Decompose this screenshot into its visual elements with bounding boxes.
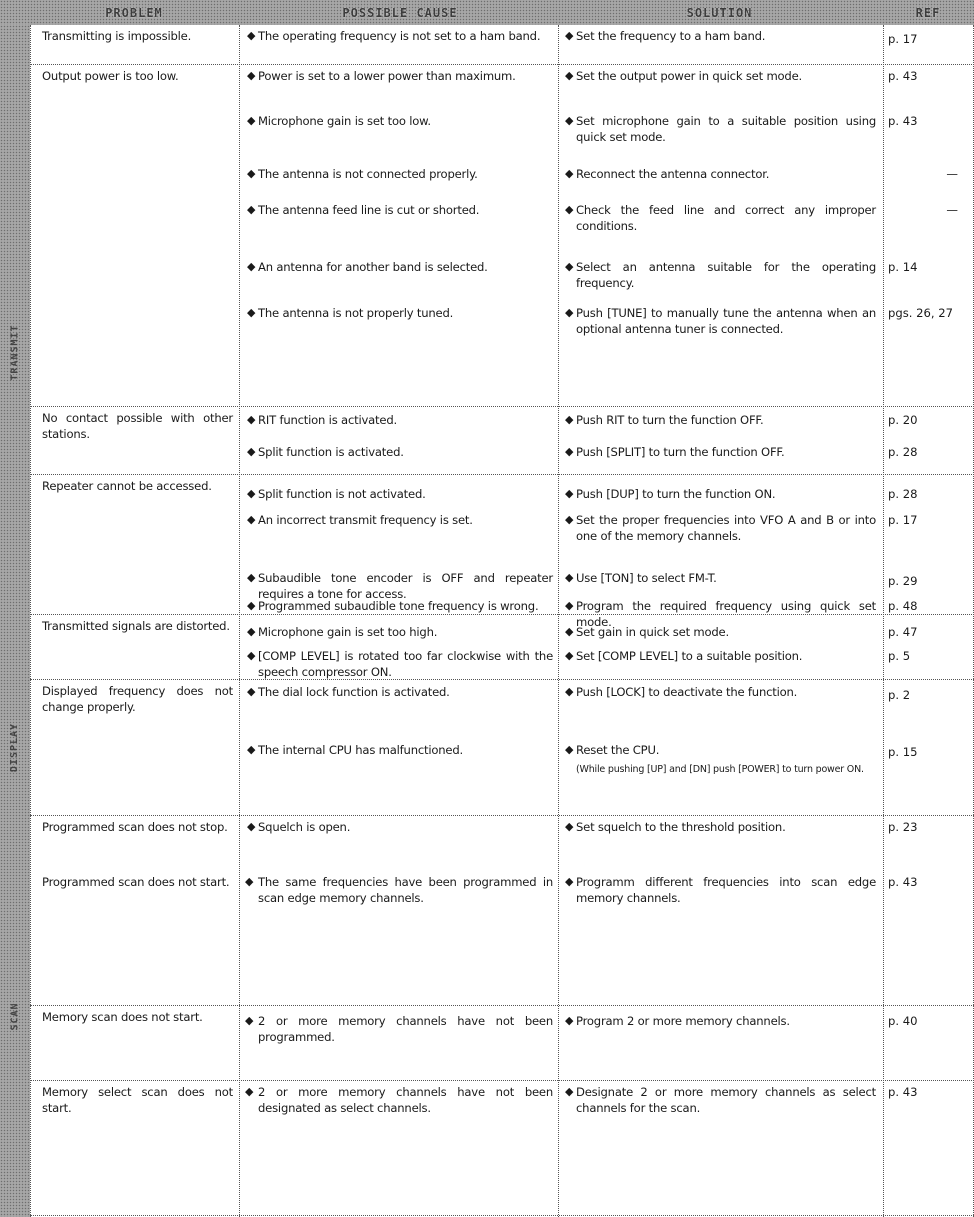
problem-text: No contact possible with other stations. (42, 411, 233, 441)
ref-text: p. 20 (888, 413, 918, 427)
cause-text: The same frequencies have been programmed in scan edge memory channels. (258, 875, 553, 905)
solution-text: Program the required frequency using quick set mode. (576, 599, 876, 629)
solution-note: (While pushing [UP] and [DN] push [POWER] to turn power ON. (576, 764, 864, 775)
solution-text: Select an antenna suitable for the operating frequency. (576, 260, 876, 290)
header-possible-cause: POSSIBLE CAUSE (342, 5, 458, 20)
row-divider (30, 64, 974, 65)
cause-text: The operating frequency is not set to a ham band. (258, 29, 541, 43)
problem-text: Transmitting is impossible. (42, 29, 192, 43)
ref-text: — (946, 203, 958, 217)
solution-text: Reset the CPU. (576, 743, 660, 757)
problem-text: Transmitted signals are distorted. (42, 619, 230, 633)
row-divider (30, 1215, 974, 1216)
ref-text: p. 29 (888, 574, 918, 588)
ref-text: p. 28 (888, 445, 918, 459)
table-header (0, 0, 974, 25)
cause-text: 2 or more memory channels have not been programmed. (258, 1014, 553, 1044)
cause-text: An incorrect transmit frequency is set. (258, 513, 473, 527)
solution-text: Push RIT to turn the function OFF. (576, 413, 764, 427)
header-problem: PROBLEM (105, 5, 163, 20)
solution-text: Push [TUNE] to manually tune the antenna when an optional antenna tuner is connected. (576, 306, 876, 336)
ref-text: p. 48 (888, 599, 918, 613)
header-ref: REF (915, 5, 941, 20)
solution-text: Check the feed line and correct any improper conditions. (576, 203, 876, 233)
cause-text: The antenna is not properly tuned. (258, 306, 454, 320)
cause-text: The dial lock function is activated. (258, 685, 450, 699)
solution-text: Set gain in quick set mode. (576, 625, 729, 639)
ref-text: p. 2 (888, 688, 911, 702)
solution-text: Push [LOCK] to deactivate the function. (576, 685, 798, 699)
section-sidebar (0, 25, 30, 1217)
ref-text: p. 43 (888, 875, 918, 889)
cause-text: The internal CPU has malfunctioned. (258, 743, 464, 757)
row-divider (30, 1080, 974, 1081)
solution-text: Set [COMP LEVEL] to a suitable position. (576, 649, 803, 663)
cause-text: Microphone gain is set too low. (258, 114, 431, 128)
problem-text: Programmed scan does not start. (42, 875, 230, 889)
solution-text: Use [TON] to select FM-T. (576, 571, 717, 585)
problem-text: Programmed scan does not stop. (42, 820, 228, 834)
ref-text: p. 15 (888, 745, 918, 759)
ref-text: p. 17 (888, 32, 918, 46)
section-label-transmit: TRANSMIT (9, 324, 21, 381)
problem-text: Memory scan does not start. (42, 1010, 203, 1024)
problem-text: Displayed frequency does not change properly. (42, 684, 233, 714)
cause-text: Power is set to a lower power than maximum. (258, 69, 516, 83)
ref-text: p. 17 (888, 513, 918, 527)
cause-text: Subaudible tone encoder is OFF and repeater requires a tone for access. (258, 571, 553, 601)
solution-text: Reconnect the antenna connector. (576, 167, 770, 181)
solution-text: Programm different frequencies into scan edge memory channels. (576, 875, 876, 905)
solution-text: Set squelch to the threshold position. (576, 820, 786, 834)
ref-text: p. 47 (888, 625, 918, 639)
cause-text: RIT function is activated. (258, 413, 397, 427)
ref-text: p. 43 (888, 114, 918, 128)
cause-text: Programmed subaudible tone frequency is wrong. (258, 599, 539, 613)
cause-text: Squelch is open. (258, 820, 351, 834)
solution-text: Set the proper frequencies into VFO A and B or into one of the memory channels. (576, 513, 876, 543)
grid-line (883, 25, 884, 1217)
problem-text: Memory select scan does not start. (42, 1085, 233, 1115)
cause-text: The antenna feed line is cut or shorted. (258, 203, 480, 217)
section-label-scan: SCAN (9, 1001, 21, 1031)
solution-text: Set microphone gain to a suitable position using quick set mode. (576, 114, 876, 144)
row-divider (30, 406, 974, 407)
row-divider (30, 1005, 974, 1006)
cause-text: The antenna is not connected properly. (258, 167, 478, 181)
cause-text: Split function is not activated. (258, 487, 426, 501)
cause-text: Microphone gain is set too high. (258, 625, 438, 639)
header-solution: SOLUTION (686, 5, 753, 20)
solution-text: Designate 2 or more memory channels as select channels for the scan. (576, 1085, 876, 1115)
problem-text: Output power is too low. (42, 69, 179, 83)
ref-text: p. 23 (888, 820, 918, 834)
ref-text: p. 43 (888, 69, 918, 83)
ref-text: p. 5 (888, 649, 911, 663)
problem-text: Repeater cannot be accessed. (42, 479, 212, 493)
ref-text: p. 14 (888, 260, 918, 274)
solution-text: Program 2 or more memory channels. (576, 1014, 790, 1028)
cause-text: 2 or more memory channels have not been designated as select channels. (258, 1085, 553, 1115)
row-divider (30, 474, 974, 475)
solution-text: Push [DUP] to turn the function ON. (576, 487, 776, 501)
row-divider (30, 815, 974, 816)
ref-text: p. 28 (888, 487, 918, 501)
solution-text: Set the output power in quick set mode. (576, 69, 803, 83)
cause-text: [COMP LEVEL] is rotated too far clockwise with the speech compressor ON. (258, 649, 553, 679)
solution-text: Set the frequency to a ham band. (576, 29, 766, 43)
section-label-display: DISPLAY (9, 722, 21, 772)
ref-text: p. 40 (888, 1014, 918, 1028)
ref-text: p. 43 (888, 1085, 918, 1099)
cause-text: An antenna for another band is selected. (258, 260, 488, 274)
grid-line (239, 25, 240, 1217)
ref-text: — (946, 167, 958, 181)
grid-line (558, 25, 559, 1217)
solution-text: Push [SPLIT] to turn the function OFF. (576, 445, 785, 459)
grid-line (30, 25, 31, 1217)
ref-text: pgs. 26, 27 (888, 306, 954, 320)
cause-text: Split function is activated. (258, 445, 404, 459)
